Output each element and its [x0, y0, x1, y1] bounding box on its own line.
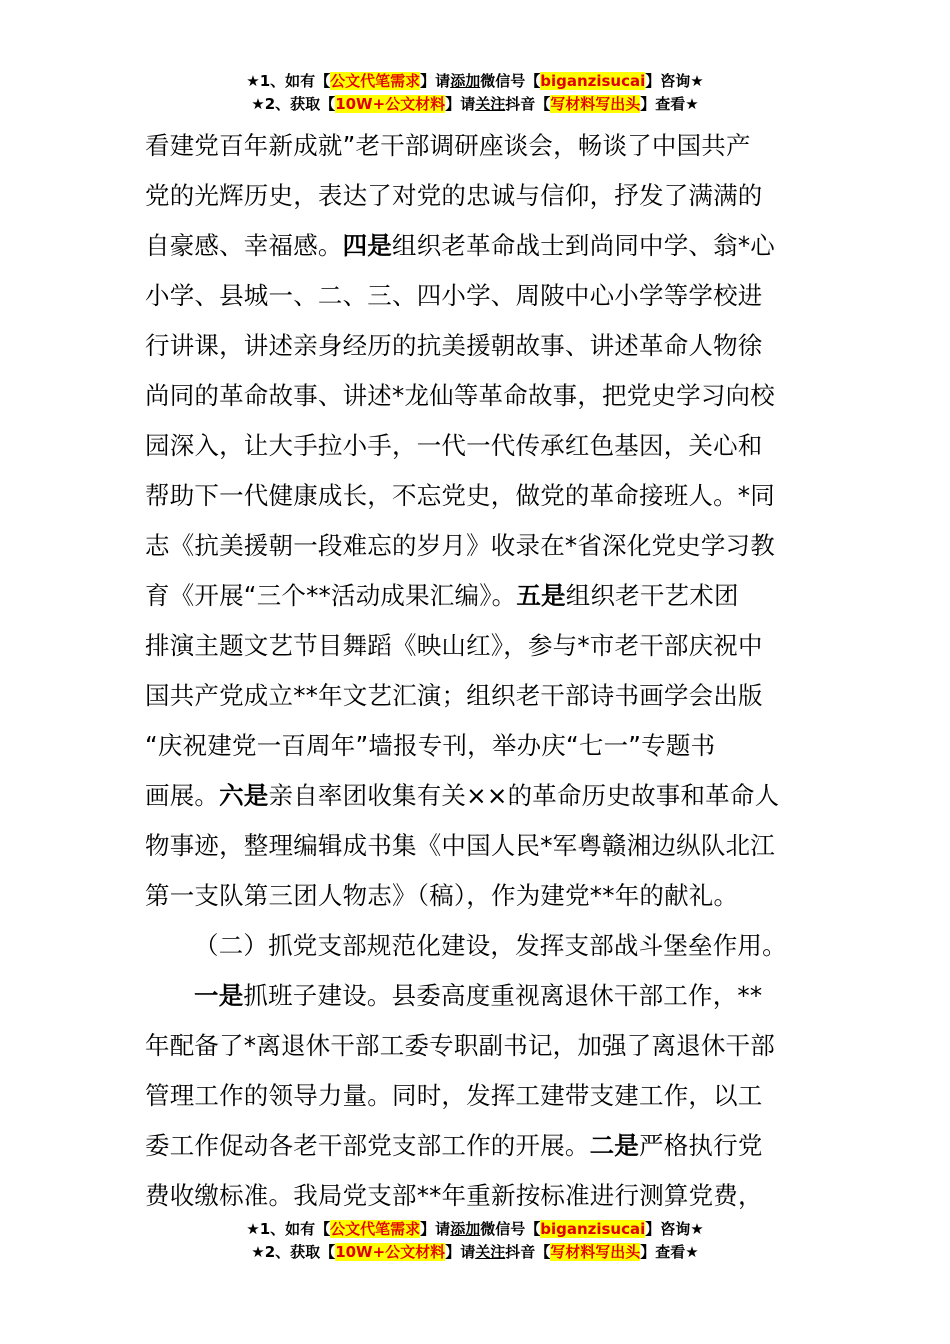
- underlined-text: 添加: [450, 1220, 481, 1238]
- underlined-text: 关注: [475, 95, 506, 113]
- banner-line-2: [0, 1241, 950, 1264]
- text-run: 抓班子建设。县委高度重视离退休干部工作，**: [243, 981, 763, 1010]
- text-run: 亲自率团收集有关××的革命历史故事和革命人: [268, 781, 780, 810]
- text-line: 园深入，让大手拉小手，一代一代传承红色基因，关心和: [145, 431, 763, 460]
- underlined-text: 添加: [450, 72, 481, 90]
- text-line: 排演主题文艺节目舞蹈《映山红》，参与*市老干部庆祝中: [145, 631, 763, 660]
- banner-text: ★2、获取【: [251, 1243, 336, 1261]
- highlight-text: biganzisucai: [540, 1220, 646, 1238]
- highlight-text: 写材料写出头: [550, 95, 641, 113]
- banner-text: 】请: [420, 72, 451, 90]
- banner-text: ★2、获取【: [251, 95, 336, 113]
- text-line: 帮助下一代健康成长，不忘党史，做党的革命接班人。*同: [145, 481, 775, 510]
- text-line: 管理工作的领导力量。同时，发挥工建带支建工作，以工: [145, 1081, 763, 1110]
- text-run: 委工作促动各老干部党支部工作的开展。: [145, 1131, 590, 1160]
- bold-marker: 四是: [342, 231, 393, 260]
- bold-marker: 五是: [516, 581, 566, 610]
- text-run: 组织老革命战士到尚同中学、翁*心: [392, 231, 775, 260]
- text-line: 国共产党成立**年文艺汇演；组织老干部诗书画学会出版: [145, 681, 763, 710]
- highlight-text: 写材料写出头: [550, 1243, 641, 1261]
- banner-text: 】查看★: [640, 1243, 699, 1261]
- text-line: 看建党百年新成就”老干部调研座谈会，畅谈了中国共产: [145, 131, 751, 160]
- header-banner: [0, 70, 950, 116]
- banner-text: 】咨询★: [645, 1220, 704, 1238]
- footer-banner: [0, 1218, 950, 1264]
- text-line: 费收缴标准。我局党支部**年重新按标准进行测算党费，: [145, 1181, 763, 1210]
- bold-marker: 六是: [219, 781, 269, 810]
- banner-text: 微信号【: [480, 1220, 541, 1238]
- banner-text: 】请: [445, 1243, 476, 1261]
- text-line: 小学、县城一、二、三、四小学、周陂中心小学等学校进: [145, 281, 763, 310]
- bold-marker: 二是: [589, 1131, 640, 1160]
- banner-text: 】请: [445, 95, 476, 113]
- highlight-text: 10W+公文材料: [335, 1243, 446, 1261]
- text-line: “庆祝建党一百周年”墙报专刊，举办庆“七一”专题书: [145, 731, 716, 760]
- highlight-text: 公文代笔需求: [330, 1220, 421, 1238]
- text-line: [145, 221, 805, 271]
- highlight-text: biganzisucai: [540, 72, 646, 90]
- banner-line-1: [0, 1218, 950, 1241]
- text-line: [145, 771, 805, 821]
- text-line: 尚同的革命故事、讲述*龙仙等革命故事，把党史学习向校: [145, 381, 775, 410]
- text-run: 画展。: [145, 781, 220, 810]
- highlight-text: 公文代笔需求: [330, 72, 421, 90]
- text-line: [145, 571, 805, 621]
- text-line: 党的光辉历史，表达了对党的忠诚与信仰，抒发了满满的: [145, 181, 763, 210]
- banner-line-2: [0, 93, 950, 116]
- section-heading: （二）抓党支部规范化建设，发挥支部战斗堡垒作用。: [194, 931, 787, 960]
- banner-text: 】请: [420, 1220, 451, 1238]
- underlined-text: 关注: [475, 1243, 506, 1261]
- text-line: 第一支队第三团人物志》（稿），作为建党**年的献礼。: [145, 881, 739, 910]
- highlight-text: 10W+公文材料: [335, 95, 446, 113]
- banner-text: ★1、如有【: [246, 72, 331, 90]
- banner-line-1: [0, 70, 950, 93]
- text-line: 志《抗美援朝一段难忘的岁月》收录在*省深化党史学习教: [145, 531, 775, 560]
- banner-text: 】查看★: [640, 95, 699, 113]
- document-body: [145, 121, 805, 1221]
- text-run: 育《开展“三个**活动成果汇编》。: [145, 581, 517, 610]
- text-line: [145, 1121, 805, 1171]
- banner-text: 微信号【: [480, 72, 541, 90]
- text-line: 年配备了*离退休干部工委专职副书记，加强了离退休干部: [145, 1031, 775, 1060]
- text-run: 自豪感、幸福感。: [145, 231, 343, 260]
- banner-text: 抖音【: [505, 1243, 551, 1261]
- text-line: 物事迹，整理编辑成书集《中国人民*军粤赣湘边纵队北江: [145, 831, 775, 860]
- text-line: [145, 971, 805, 1021]
- banner-text: 】咨询★: [645, 72, 704, 90]
- banner-text: ★1、如有【: [246, 1220, 331, 1238]
- text-run: 严格执行党: [639, 1131, 763, 1160]
- banner-text: 抖音【: [505, 95, 551, 113]
- bold-marker: 一是: [194, 981, 244, 1010]
- text-line: 行讲课，讲述亲身经历的抗美援朝故事、讲述革命人物徐: [145, 331, 763, 360]
- text-run: 组织老干艺术团: [565, 581, 739, 610]
